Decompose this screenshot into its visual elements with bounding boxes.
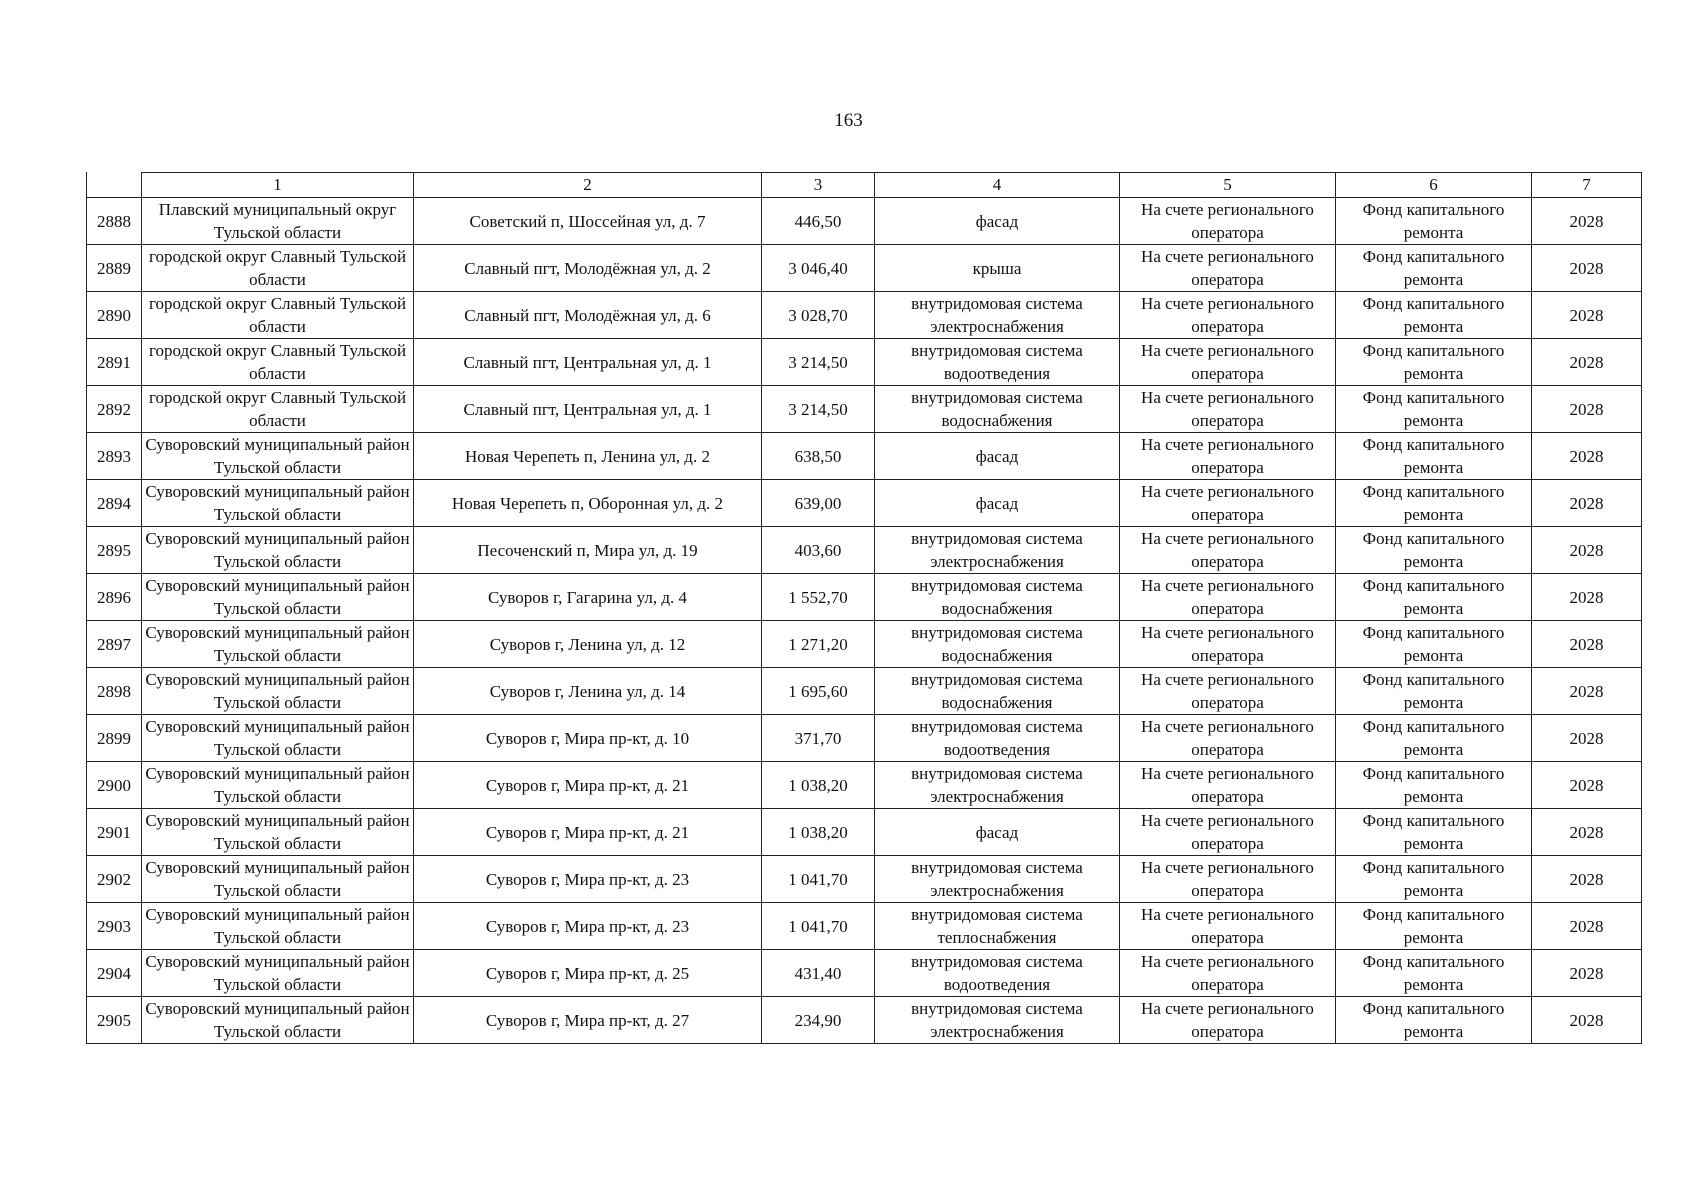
table-row: [87, 809, 1642, 856]
table-row: [87, 903, 1642, 950]
table-row: [87, 574, 1642, 621]
fund-account-cell: На счете регионального оператора: [1120, 997, 1336, 1044]
year-cell: 2028: [1532, 386, 1642, 433]
municipality-cell: Суворовский муниципальный район Тульской области: [142, 433, 414, 480]
municipality-cell: городской округ Славный Тульской области: [142, 339, 414, 386]
funding-source-cell: Фонд капитального ремонта: [1336, 950, 1532, 997]
area-cell: 639,00: [762, 480, 875, 527]
table-row: [87, 997, 1642, 1044]
year-cell: 2028: [1532, 292, 1642, 339]
row-number-cell: 2904: [87, 950, 142, 997]
address-cell: Славный пгт, Центральная ул, д. 1: [414, 386, 762, 433]
fund-account-cell: На счете регионального оператора: [1120, 903, 1336, 950]
column-header: 6: [1336, 173, 1532, 198]
table-row: [87, 621, 1642, 668]
work-type-cell: внутридомовая система водоотведения: [875, 339, 1120, 386]
funding-source-cell: Фонд капитального ремонта: [1336, 527, 1532, 574]
fund-account-cell: На счете регионального оператора: [1120, 809, 1336, 856]
area-cell: 638,50: [762, 433, 875, 480]
fund-account-cell: На счете регионального оператора: [1120, 527, 1336, 574]
table-row: [87, 433, 1642, 480]
row-number-cell: 2901: [87, 809, 142, 856]
municipality-cell: Суворовский муниципальный район Тульской области: [142, 903, 414, 950]
fund-account-cell: На счете регионального оператора: [1120, 621, 1336, 668]
page-number: 163: [834, 110, 863, 131]
municipality-cell: Суворовский муниципальный район Тульской области: [142, 809, 414, 856]
table-row: [87, 339, 1642, 386]
year-cell: 2028: [1532, 762, 1642, 809]
address-cell: Суворов г, Мира пр-кт, д. 21: [414, 809, 762, 856]
area-cell: 1 552,70: [762, 574, 875, 621]
fund-account-cell: На счете регионального оператора: [1120, 668, 1336, 715]
year-cell: 2028: [1532, 574, 1642, 621]
year-cell: 2028: [1532, 715, 1642, 762]
fund-account-cell: На счете регионального оператора: [1120, 856, 1336, 903]
year-cell: 2028: [1532, 245, 1642, 292]
column-header: 7: [1532, 173, 1642, 198]
row-number-cell: 2897: [87, 621, 142, 668]
area-cell: 1 271,20: [762, 621, 875, 668]
year-cell: 2028: [1532, 668, 1642, 715]
year-cell: 2028: [1532, 997, 1642, 1044]
address-cell: Славный пгт, Молодёжная ул, д. 6: [414, 292, 762, 339]
row-number-header: [87, 173, 142, 198]
municipality-cell: Плавский муниципальный округ Тульской области: [142, 198, 414, 245]
municipality-cell: Суворовский муниципальный район Тульской области: [142, 668, 414, 715]
row-number-cell: 2895: [87, 527, 142, 574]
table-row: [87, 950, 1642, 997]
row-number-cell: 2900: [87, 762, 142, 809]
fund-account-cell: На счете регионального оператора: [1120, 950, 1336, 997]
table-row: [87, 856, 1642, 903]
work-type-cell: фасад: [875, 809, 1120, 856]
column-header: 5: [1120, 173, 1336, 198]
year-cell: 2028: [1532, 527, 1642, 574]
row-number-cell: 2889: [87, 245, 142, 292]
municipality-cell: Суворовский муниципальный район Тульской области: [142, 527, 414, 574]
year-cell: 2028: [1532, 809, 1642, 856]
funding-source-cell: Фонд капитального ремонта: [1336, 997, 1532, 1044]
table-row: [87, 480, 1642, 527]
area-cell: 3 214,50: [762, 339, 875, 386]
municipality-cell: Суворовский муниципальный район Тульской области: [142, 997, 414, 1044]
work-type-cell: внутридомовая система электроснабжения: [875, 292, 1120, 339]
address-cell: Суворов г, Ленина ул, д. 14: [414, 668, 762, 715]
address-cell: Суворов г, Мира пр-кт, д. 25: [414, 950, 762, 997]
municipality-cell: Суворовский муниципальный район Тульской области: [142, 715, 414, 762]
municipality-cell: городской округ Славный Тульской области: [142, 245, 414, 292]
table-row: [87, 715, 1642, 762]
table-row: [87, 292, 1642, 339]
address-cell: Славный пгт, Молодёжная ул, д. 2: [414, 245, 762, 292]
address-cell: Новая Черепеть п, Оборонная ул, д. 2: [414, 480, 762, 527]
work-type-cell: внутридомовая система водоснабжения: [875, 668, 1120, 715]
capital-repair-table: [86, 172, 1642, 1044]
funding-source-cell: Фонд капитального ремонта: [1336, 809, 1532, 856]
address-cell: Советский п, Шоссейная ул, д. 7: [414, 198, 762, 245]
funding-source-cell: Фонд капитального ремонта: [1336, 245, 1532, 292]
work-type-cell: крыша: [875, 245, 1120, 292]
address-cell: Суворов г, Гагарина ул, д. 4: [414, 574, 762, 621]
column-header: 3: [762, 173, 875, 198]
funding-source-cell: Фонд капитального ремонта: [1336, 292, 1532, 339]
work-type-cell: внутридомовая система водоснабжения: [875, 386, 1120, 433]
fund-account-cell: На счете регионального оператора: [1120, 198, 1336, 245]
funding-source-cell: Фонд капитального ремонта: [1336, 480, 1532, 527]
row-number-cell: 2896: [87, 574, 142, 621]
municipality-cell: Суворовский муниципальный район Тульской области: [142, 950, 414, 997]
address-cell: Суворов г, Мира пр-кт, д. 27: [414, 997, 762, 1044]
work-type-cell: внутридомовая система теплоснабжения: [875, 903, 1120, 950]
year-cell: 2028: [1532, 339, 1642, 386]
funding-source-cell: Фонд капитального ремонта: [1336, 715, 1532, 762]
row-number-cell: 2905: [87, 997, 142, 1044]
table-row: [87, 668, 1642, 715]
work-type-cell: фасад: [875, 198, 1120, 245]
row-number-cell: 2899: [87, 715, 142, 762]
year-cell: 2028: [1532, 856, 1642, 903]
fund-account-cell: На счете регионального оператора: [1120, 292, 1336, 339]
address-cell: Суворов г, Мира пр-кт, д. 10: [414, 715, 762, 762]
funding-source-cell: Фонд капитального ремонта: [1336, 903, 1532, 950]
year-cell: 2028: [1532, 433, 1642, 480]
fund-account-cell: На счете регионального оператора: [1120, 339, 1336, 386]
fund-account-cell: На счете регионального оператора: [1120, 715, 1336, 762]
row-number-cell: 2894: [87, 480, 142, 527]
year-cell: 2028: [1532, 480, 1642, 527]
row-number-cell: 2891: [87, 339, 142, 386]
funding-source-cell: Фонд капитального ремонта: [1336, 433, 1532, 480]
work-type-cell: внутридомовая система водоснабжения: [875, 621, 1120, 668]
address-cell: Суворов г, Мира пр-кт, д. 23: [414, 856, 762, 903]
address-cell: Славный пгт, Центральная ул, д. 1: [414, 339, 762, 386]
table-row: [87, 245, 1642, 292]
address-cell: Песоченский п, Мира ул, д. 19: [414, 527, 762, 574]
fund-account-cell: На счете регионального оператора: [1120, 574, 1336, 621]
work-type-cell: внутридомовая система электроснабжения: [875, 856, 1120, 903]
fund-account-cell: На счете регионального оператора: [1120, 480, 1336, 527]
funding-source-cell: Фонд капитального ремонта: [1336, 856, 1532, 903]
area-cell: 446,50: [762, 198, 875, 245]
area-cell: 1 038,20: [762, 809, 875, 856]
address-cell: Новая Черепеть п, Ленина ул, д. 2: [414, 433, 762, 480]
municipality-cell: городской округ Славный Тульской области: [142, 292, 414, 339]
row-number-cell: 2890: [87, 292, 142, 339]
area-cell: 3 214,50: [762, 386, 875, 433]
table-row: [87, 762, 1642, 809]
funding-source-cell: Фонд капитального ремонта: [1336, 198, 1532, 245]
fund-account-cell: На счете регионального оператора: [1120, 245, 1336, 292]
municipality-cell: Суворовский муниципальный район Тульской области: [142, 480, 414, 527]
work-type-cell: внутридомовая система электроснабжения: [875, 762, 1120, 809]
municipality-cell: Суворовский муниципальный район Тульской области: [142, 621, 414, 668]
area-cell: 3 028,70: [762, 292, 875, 339]
work-type-cell: фасад: [875, 433, 1120, 480]
work-type-cell: фасад: [875, 480, 1120, 527]
funding-source-cell: Фонд капитального ремонта: [1336, 386, 1532, 433]
year-cell: 2028: [1532, 621, 1642, 668]
work-type-cell: внутридомовая система водоснабжения: [875, 574, 1120, 621]
area-cell: 371,70: [762, 715, 875, 762]
funding-source-cell: Фонд капитального ремонта: [1336, 621, 1532, 668]
column-header: 4: [875, 173, 1120, 198]
table-row: [87, 386, 1642, 433]
column-header: 1: [142, 173, 414, 198]
municipality-cell: городской округ Славный Тульской области: [142, 386, 414, 433]
funding-source-cell: Фонд капитального ремонта: [1336, 762, 1532, 809]
year-cell: 2028: [1532, 903, 1642, 950]
table-body: [87, 198, 1642, 1044]
area-cell: 1 038,20: [762, 762, 875, 809]
municipality-cell: Суворовский муниципальный район Тульской области: [142, 762, 414, 809]
row-number-cell: 2898: [87, 668, 142, 715]
area-cell: 431,40: [762, 950, 875, 997]
address-cell: Суворов г, Мира пр-кт, д. 23: [414, 903, 762, 950]
address-cell: Суворов г, Ленина ул, д. 12: [414, 621, 762, 668]
municipality-cell: Суворовский муниципальный район Тульской области: [142, 574, 414, 621]
address-cell: Суворов г, Мира пр-кт, д. 21: [414, 762, 762, 809]
fund-account-cell: На счете регионального оператора: [1120, 433, 1336, 480]
column-header: 2: [414, 173, 762, 198]
row-number-cell: 2888: [87, 198, 142, 245]
area-cell: 1 041,70: [762, 856, 875, 903]
row-number-cell: 2892: [87, 386, 142, 433]
row-number-cell: 2903: [87, 903, 142, 950]
area-cell: 234,90: [762, 997, 875, 1044]
work-type-cell: внутридомовая система электроснабжения: [875, 527, 1120, 574]
area-cell: 1 695,60: [762, 668, 875, 715]
area-cell: 403,60: [762, 527, 875, 574]
funding-source-cell: Фонд капитального ремонта: [1336, 574, 1532, 621]
table-row: [87, 527, 1642, 574]
area-cell: 1 041,70: [762, 903, 875, 950]
column-number-row: [87, 173, 1642, 198]
row-number-cell: 2902: [87, 856, 142, 903]
municipality-cell: Суворовский муниципальный район Тульской области: [142, 856, 414, 903]
row-number-cell: 2893: [87, 433, 142, 480]
fund-account-cell: На счете регионального оператора: [1120, 762, 1336, 809]
funding-source-cell: Фонд капитального ремонта: [1336, 339, 1532, 386]
year-cell: 2028: [1532, 950, 1642, 997]
year-cell: 2028: [1532, 198, 1642, 245]
fund-account-cell: На счете регионального оператора: [1120, 386, 1336, 433]
work-type-cell: внутридомовая система водоотведения: [875, 950, 1120, 997]
work-type-cell: внутридомовая система водоотведения: [875, 715, 1120, 762]
table-row: [87, 198, 1642, 245]
funding-source-cell: Фонд капитального ремонта: [1336, 668, 1532, 715]
area-cell: 3 046,40: [762, 245, 875, 292]
work-type-cell: внутридомовая система электроснабжения: [875, 997, 1120, 1044]
